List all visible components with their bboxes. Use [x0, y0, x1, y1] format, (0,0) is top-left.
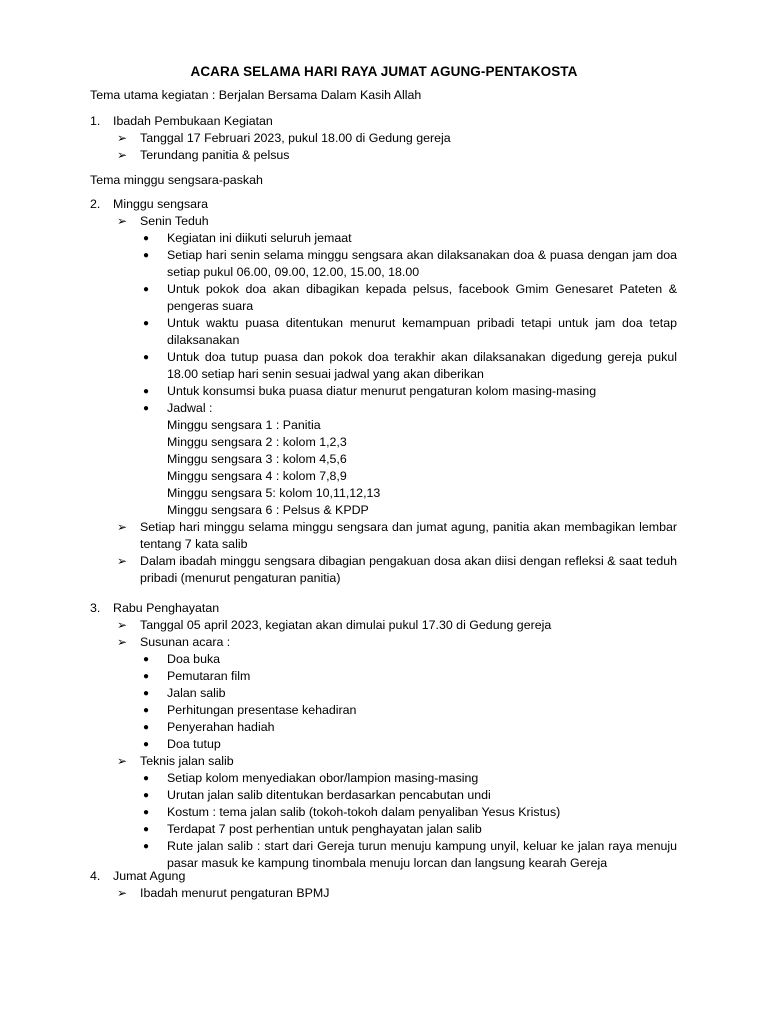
- section-3-item: Tanggal 05 april 2023, kegiatan akan dimulai pukul 17.30 di Gedung gereja: [140, 618, 552, 632]
- section-2-item: Dalam ibadah minggu sengsara dibagian pengakuan dosa akan diisi dengan refleksi & saat teduh pribadi (menurut pengaturan panitia): [140, 554, 677, 585]
- bullet-icon: ●: [143, 352, 150, 363]
- document-title: ACARA SELAMA HARI RAYA JUMAT AGUNG-PENTAKOSTA: [190, 64, 578, 79]
- teknis-item: Urutan jalan salib ditentukan berdasarkan pencabutan undi: [167, 788, 491, 802]
- susunan-acara-label: Susunan acara :: [140, 635, 231, 649]
- teknis-jalan-salib-label: Teknis jalan salib: [140, 754, 234, 768]
- arrow-bullet-icon: ➢: [117, 554, 128, 568]
- bullet-icon: ●: [143, 318, 150, 329]
- arrow-bullet-icon: ➢: [117, 754, 128, 768]
- section-2-bullet: Untuk konsumsi buka puasa diatur menurut pengaturan kolom masing-masing: [167, 384, 597, 398]
- section-2-subheading: Senin Teduh: [140, 214, 209, 228]
- arrow-bullet-icon: ➢: [117, 520, 128, 534]
- section-4-title: Jumat Agung: [113, 869, 186, 883]
- tema-utama: Tema utama kegiatan : Berjalan Bersama Dalam Kasih Allah: [90, 88, 422, 102]
- susunan-item: Penyerahan hadiah: [167, 720, 275, 734]
- jadwal-item: Minggu sengsara 4 : kolom 7,8,9: [167, 469, 347, 483]
- arrow-bullet-icon: ➢: [117, 214, 128, 228]
- bullet-icon: ●: [143, 824, 150, 835]
- jadwal-item: Minggu sengsara 5: kolom 10,11,12,13: [167, 486, 381, 500]
- bullet-icon: ●: [143, 284, 150, 295]
- section-2-title: Minggu sengsara: [113, 197, 209, 211]
- arrow-bullet-icon: ➢: [117, 635, 128, 649]
- teknis-item: Setiap kolom menyediakan obor/lampion masing-masing: [167, 771, 479, 785]
- section-2-bullet: Untuk waktu puasa ditentukan menurut kemampuan pribadi tetapi untuk jam doa tetap dilaksanakan: [167, 316, 677, 347]
- bullet-icon: ●: [143, 790, 150, 801]
- section-2-bullet: Setiap hari senin selama minggu sengsara akan dilaksanakan doa & puasa dengan jam doa setiap pukul 06.00, 09.00, 12.00, 15.00, 18.00: [167, 248, 677, 279]
- section-2-number: 2.: [90, 197, 101, 211]
- section-1-number: 1.: [90, 114, 101, 128]
- susunan-item: Doa buka: [167, 652, 221, 666]
- jadwal-item: Minggu sengsara 6 : Pelsus & KPDP: [167, 503, 369, 517]
- section-1-item: Terundang panitia & pelsus: [140, 148, 290, 162]
- section-2-bullet: Untuk doa tutup puasa dan pokok doa terakhir akan dilaksanakan digedung gereja pukul 18.00 setiap hari senin sesuai jadwal yang akan diberikan: [167, 350, 677, 381]
- section-1-item: Tanggal 17 Februari 2023, pukul 18.00 di Gedung gereja: [140, 131, 451, 145]
- susunan-item: Doa tutup: [167, 737, 221, 751]
- bullet-icon: ●: [143, 739, 150, 750]
- susunan-item: Pemutaran film: [167, 669, 251, 683]
- tema-minggu: Tema minggu sengsara-paskah: [90, 173, 263, 187]
- susunan-item: Jalan salib: [167, 686, 226, 700]
- bullet-icon: ●: [143, 671, 150, 682]
- arrow-bullet-icon: ➢: [117, 618, 128, 632]
- arrow-bullet-icon: ➢: [117, 886, 128, 900]
- bullet-icon: ●: [143, 807, 150, 818]
- bullet-icon: ●: [143, 688, 150, 699]
- arrow-bullet-icon: ➢: [117, 131, 128, 145]
- teknis-item: Terdapat 7 post perhentian untuk penghayatan jalan salib: [167, 822, 482, 836]
- section-1-title: Ibadah Pembukaan Kegiatan: [113, 114, 273, 128]
- bullet-icon: ●: [143, 773, 150, 784]
- bullet-icon: ●: [143, 841, 150, 852]
- bullet-icon: ●: [143, 250, 150, 261]
- teknis-item: Rute jalan salib : start dari Gereja turun menuju kampung unyil, keluar ke jalan raya menuju pasar masuk ke kampung tinombala menuju lorcan dan langsung kearah Gereja: [167, 839, 677, 870]
- section-4-item: Ibadah menurut pengaturan BPMJ: [140, 886, 330, 900]
- arrow-bullet-icon: ➢: [117, 148, 128, 162]
- jadwal-item: Minggu sengsara 2 : kolom 1,2,3: [167, 435, 347, 449]
- section-3-title: Rabu Penghayatan: [113, 601, 220, 615]
- bullet-icon: ●: [143, 705, 150, 716]
- section-2-bullet: Untuk pokok doa akan dibagikan kepada pelsus, facebook Gmim Genesaret Pateten & pengeras suara: [167, 282, 677, 313]
- bullet-icon: ●: [143, 722, 150, 733]
- teknis-item: Kostum : tema jalan salib (tokoh-tokoh dalam penyaliban Yesus Kristus): [167, 805, 561, 819]
- section-2-bullet: Kegiatan ini diikuti seluruh jemaat: [167, 231, 352, 245]
- jadwal-item: Minggu sengsara 3 : kolom 4,5,6: [167, 452, 347, 466]
- bullet-icon: ●: [143, 403, 150, 414]
- susunan-item: Perhitungan presentase kehadiran: [167, 703, 357, 717]
- bullet-icon: ●: [143, 654, 150, 665]
- bullet-icon: ●: [143, 233, 150, 244]
- bullet-icon: ●: [143, 386, 150, 397]
- section-4-number: 4.: [90, 869, 101, 883]
- section-3-number: 3.: [90, 601, 101, 615]
- jadwal-item: Minggu sengsara 1 : Panitia: [167, 418, 321, 432]
- section-2-bullet: Jadwal :: [167, 401, 213, 415]
- section-2-item: Setiap hari minggu selama minggu sengsara dan jumat agung, panitia akan membagikan lembar tentang 7 kata salib: [140, 520, 677, 551]
